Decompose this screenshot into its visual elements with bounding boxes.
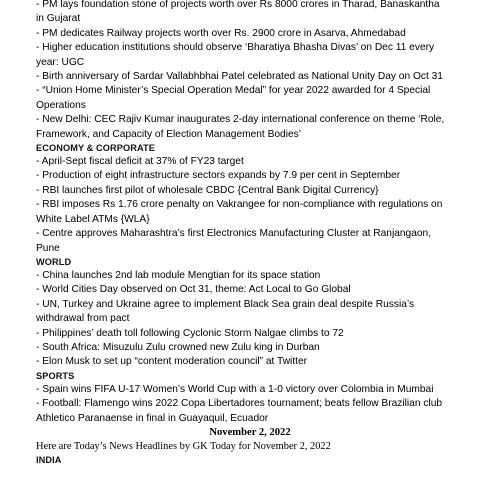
- section-heading-india: INDIA: [36, 454, 62, 465]
- headline-flamengo-line2: Athletico Paranaense in final in Guayaquil, Ecuador: [36, 412, 269, 424]
- headline-ugc-line1: - Higher education institutions should observe ‘Bharatiya Bhasha Divas’ on Dec 11 every: [36, 42, 435, 54]
- headline-emc-line1: - Centre approves Maharashtra’s first Electronics Manufacturing Cluster at Ranjangaon,: [36, 228, 432, 240]
- headline: - April-Sept fiscal deficit at 37% of FY23 target: [36, 156, 244, 168]
- headline: - PM dedicates Railway projects worth over Rs. 2900 crore in Asarva, Ahmedabad: [36, 27, 406, 39]
- intro-text: Here are Today’s News Headlines by GK Today for November 2, 2022: [36, 440, 331, 452]
- headline-medal-line1: - “Union Home Minister’s Special Operation Medal” for year 2022 awarded for 4 Special: [36, 85, 431, 97]
- headline-grain-line1: - UN, Turkey and Ukraine agree to implement Black Sea grain deal despite Russia’s: [36, 298, 415, 310]
- headline-cec-line1: - New Delhi: CEC Rajiv Kumar inaugurates 2-day international conference on theme ‘Role,: [36, 114, 445, 126]
- headline: - Birth anniversary of Sardar Vallabhbhai Patel celebrated as National Unity Day on Oct 31: [36, 71, 443, 83]
- headline-pm-tharad-line2: in Gujarat: [36, 13, 81, 25]
- headline: - Spain wins FIFA U-17 Women’s World Cup with a 1-0 victory over Colombia in Mumbai: [36, 383, 434, 395]
- headline: - RBI launches first pilot of wholesale CBDC {Central Bank Digital Currency}: [36, 184, 379, 196]
- headline-emc-line2: Pune: [36, 242, 60, 254]
- headline-rbi-penalty-line1: - RBI imposes Rs 1.76 crore penalty on Vakrangee for non-compliance with regulations on: [36, 199, 443, 211]
- headline: - China launches 2nd lab module Mengtian for its space station: [36, 269, 321, 281]
- headline: - South Africa: Misuzulu Zulu crowned new Zulu king in Durban: [36, 341, 320, 353]
- document-content: [36, 0, 464, 467]
- section-heading-world: WORLD: [36, 256, 72, 267]
- section-heading-sports: SPORTS: [36, 370, 75, 381]
- date-heading: November 2, 2022: [209, 426, 291, 438]
- headline-ugc-line2: year: UGC: [36, 56, 85, 68]
- headline-rbi-penalty-line2: White Label ATMs {WLA}: [36, 213, 150, 225]
- headline: - Elon Musk to set up “content moderation council” at Twitter: [36, 356, 308, 368]
- headline-pm-tharad-line1: - PM lays foundation stone of projects worth over Rs 8000 crores in Tharad, Banaskantha: [36, 0, 440, 10]
- headline: - Production of eight infrastructure sectors expands by 7.9 per cent in September: [36, 170, 401, 182]
- section-heading-economy: ECONOMY & CORPORATE: [36, 143, 155, 154]
- headline: - Philippines’ death toll following Cyclonic Storm Nalgae climbs to 72: [36, 327, 344, 339]
- headline-cec-line2: Framework, and Capacity of Election Management Bodies’: [36, 128, 302, 140]
- headline: - World Cities Day observed on Oct 31, theme: Act Local to Go Global: [36, 284, 351, 296]
- headline-flamengo-line1: - Football: Flamengo wins 2022 Copa Libertadores tournament; beats fellow Brazilian club: [36, 398, 443, 410]
- headline-medal-line2: Operations: [36, 99, 86, 111]
- headline-grain-line2: withdrawal from pact: [36, 313, 130, 325]
